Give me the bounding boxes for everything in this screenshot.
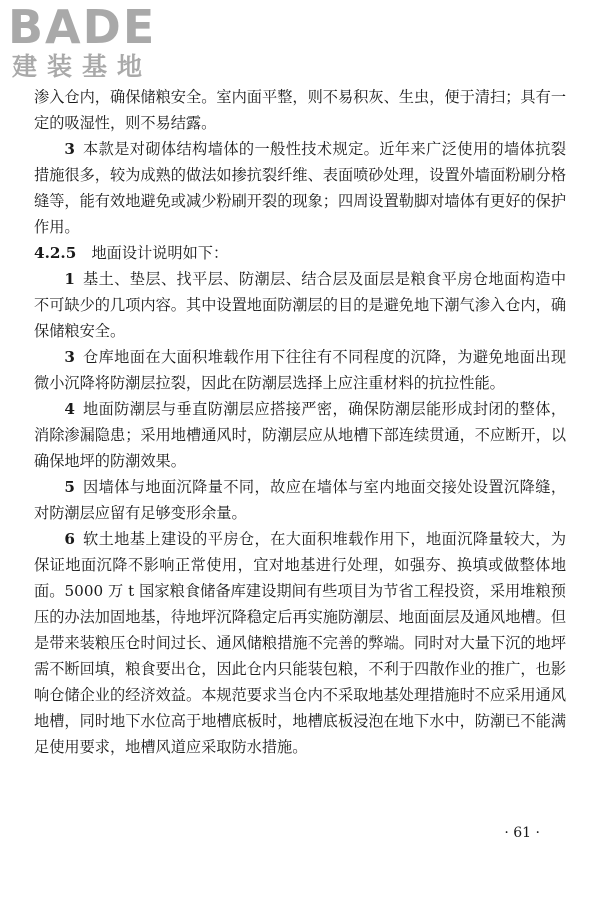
- paragraph-text: 仓库地面在大面积堆载作用下往往有不同程度的沉降，为避免地面出现微小沉降将防潮层拉裂，因此在防潮层选择上应注重材料的抗拉性能。: [34, 348, 566, 392]
- page-number: · 61 ·: [504, 825, 540, 841]
- paragraph-text: 渗入仓内，确保储粮安全。室内面平整，则不易积灰、生虫，便于清扫；具有一定的吸湿性，则不易结露。: [34, 88, 566, 132]
- section-number: 4.2.5: [34, 244, 77, 262]
- page-body: [34, 84, 566, 760]
- paragraph-text: 地面防潮层与垂直防潮层应搭接严密，确保防潮层能形成封闭的整体，消除渗漏隐患；采用地槽通风时，防潮层应从地槽下部连续贯通，不应断开，以确保地坪的防潮效果。: [34, 400, 566, 470]
- paragraph-text: 基土、垫层、找平层、防潮层、结合层及面层是粮食平房仓地面构造中不可缺少的几项内容。其中设置地面防潮层的目的是避免地下潮气渗入仓内，确保储粮安全。: [34, 270, 566, 340]
- paragraph-text: 软土地基上建设的平房仓，在大面积堆载作用下，地面沉降量较大，为保证地面沉降不影响正常使用，宜对地基进行处理，如强夯、换填或做整体地面。5000 万 t 国家粮食储备库建设期间有些项目为节省工程投资，采用堆粮预压的办法加固地基，待地坪沉降稳定后再实施防潮层、地面面层及通风地槽。但是带来装粮压仓时间过长、通风储粮措施不完善的弊端。同时对大量下沉的地坪需不断回填，粮食要出仓，因此仓内只能装包粮，不利于四散作业的推广，也影响仓储企业的经济效益。本规范要求当仓内不采取地基处理措施时不应采用通风地槽，同时地下水位高于地槽底板时，地槽底板浸泡在地下水中，防潮已不能满足使用要求，地槽风道应采取防水措施。: [34, 530, 566, 756]
- paragraph-text: 因墙体与地面沉降量不同，故应在墙体与室内地面交接处设置沉降缝，对防潮层应留有足够变形余量。: [34, 478, 566, 522]
- item-number: 5: [64, 478, 75, 496]
- item-number: 1: [64, 270, 75, 288]
- item-number: 3: [64, 140, 75, 158]
- logo-wordmark: BADE: [8, 0, 157, 54]
- logo-subtitle: 建装基地: [12, 52, 153, 81]
- paragraph-continuation: [34, 84, 566, 136]
- section-text: 地面设计说明如下：: [91, 244, 229, 262]
- paragraph-item: [34, 396, 566, 474]
- paragraph-item: [34, 344, 566, 396]
- paragraph-item: [34, 266, 566, 344]
- bade-logo: [8, 2, 183, 88]
- paragraph-item: [34, 526, 566, 760]
- item-number: 6: [64, 530, 75, 548]
- item-number: 3: [64, 348, 75, 366]
- item-number: 4: [64, 400, 75, 418]
- paragraph-item: [34, 136, 566, 240]
- paragraph-text: 本款是对砌体结构墙体的一般性技术规定。近年来广泛使用的墙体抗裂措施很多，较为成熟的做法如掺抗裂纤维、表面喷砂处理，设置外墙面粉刷分格缝等，能有效地避免或减少粉刷开裂的现象；四周设置勒脚对墙体有更好的保护作用。: [34, 140, 566, 236]
- section-heading: [34, 240, 566, 266]
- paragraph-item: [34, 474, 566, 526]
